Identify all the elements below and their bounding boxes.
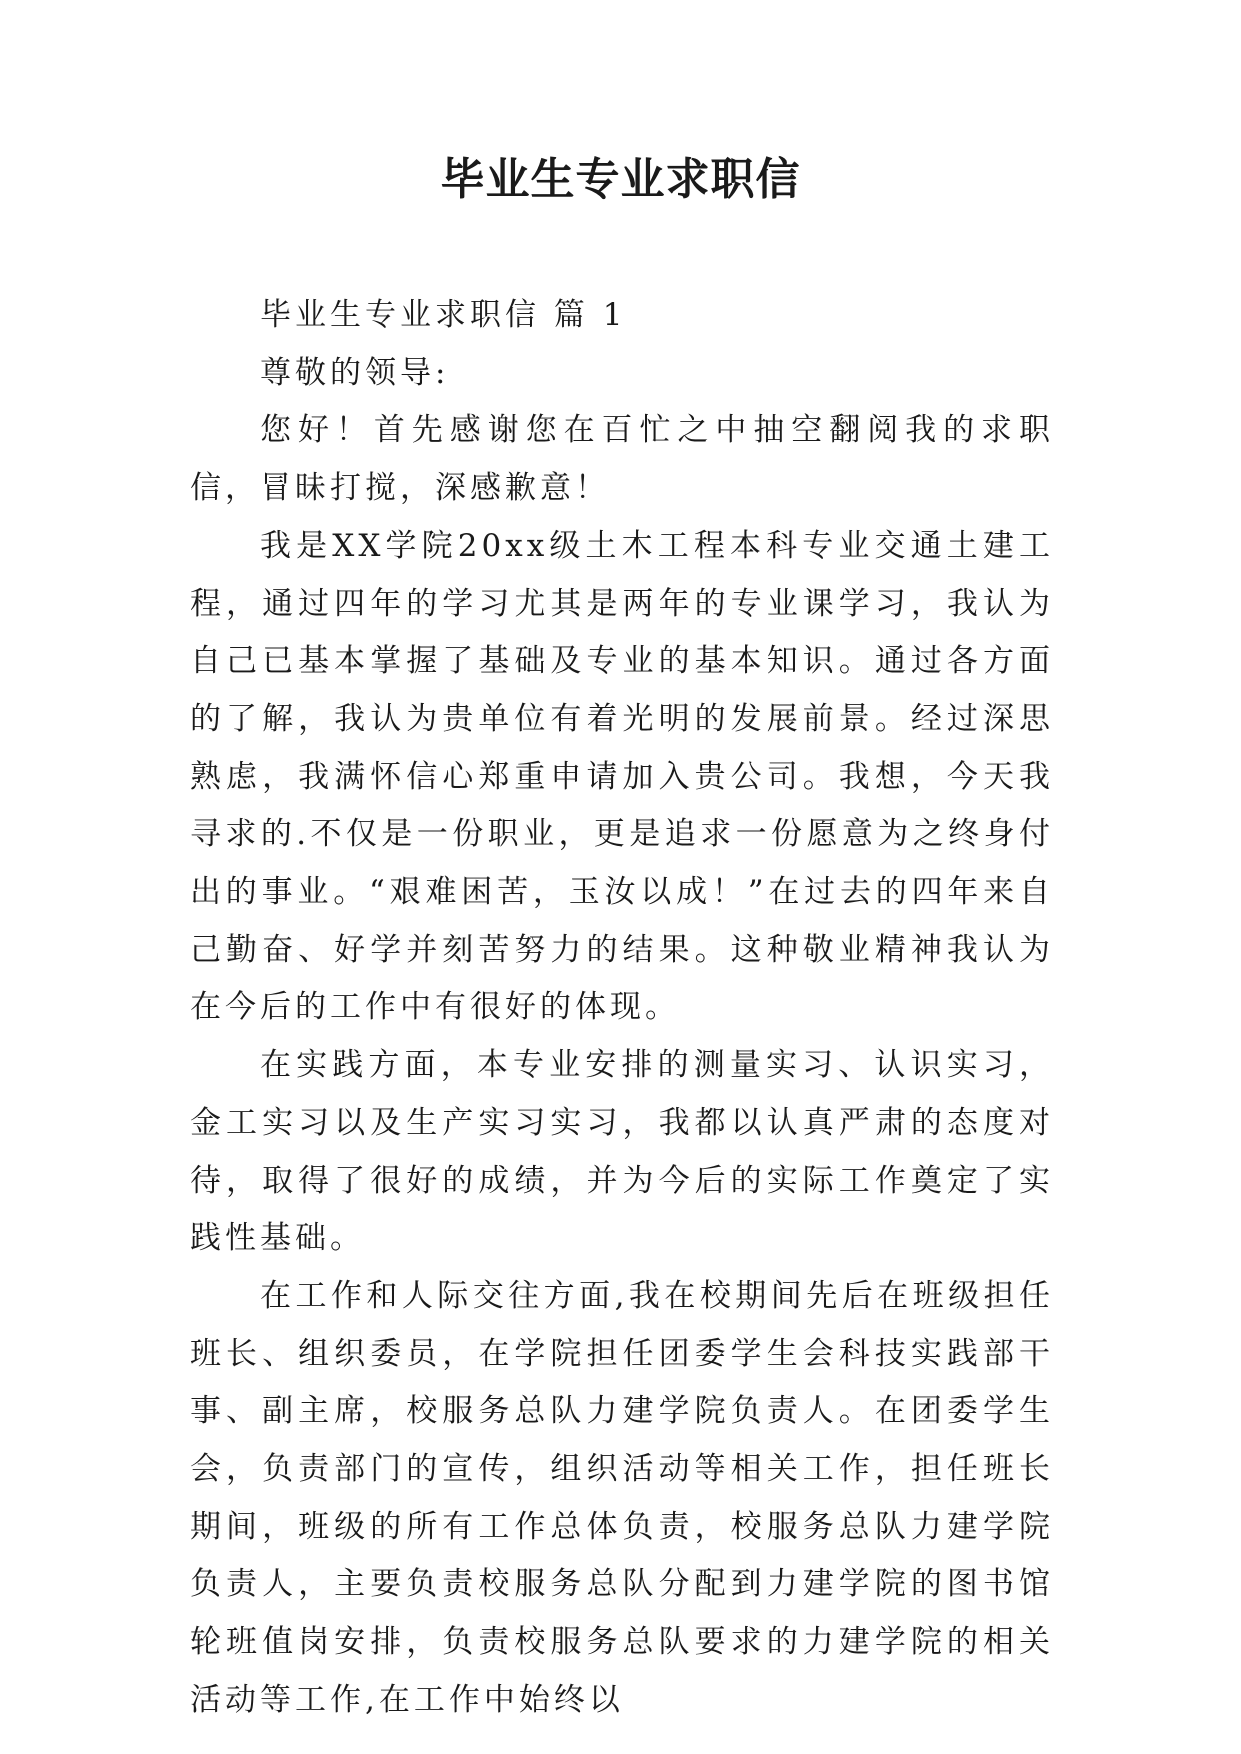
paragraph-work-experience: 在工作和人际交往方面,我在校期间先后在班级担任班长、组织委员，在学院担任团委学生会科技实践部干事、副主席，校服务总队力建学院负责人。在团委学生会，负责部门的宣传，组织活动等相关工作，担任班长期间，班级的所有工作总体负责，校服务总队力建学院负责人，主要负责校服务总队分配到力建学院的图书馆轮班值岗安排，负责校服务总队要求的力建学院的相关活动等工作,在工作中始终以	[190, 1277, 1054, 1718]
paragraph-greeting: 您好！首先感谢您在百忙之中抽空翻阅我的求职信，冒昧打搅，深感歉意！	[190, 412, 1054, 507]
salutation: 尊敬的领导:	[260, 354, 450, 391]
paragraph-introduction: 我是XX学院20xx级土木工程本科专业交通土建工程，通过四年的学习尤其是两年的专业课学习，我认为自己已基本掌握了基础及专业的基本知识。通过各方面的了解，我认为贵单位有着光明的发展前景。经过深思熟虑，我满怀信心郑重申请加入贵公司。我想，今天我寻求的.不仅是一份职业，更是追求一份愿意为之终身付出的事业。“艰难困苦，玉汝以成！”在过去的四年来自己勤奋、好学并刻苦努力的结果。这种敬业精神我认为在今后的工作中有很好的体现。	[190, 527, 1054, 1026]
document-title: 毕业生专业求职信	[440, 154, 801, 205]
section-heading: 毕业生专业求职信 篇 1	[260, 297, 627, 333]
document-body	[190, 287, 1054, 1730]
paragraph-practice: 在实践方面，本专业安排的测量实习、认识实习，金工实习以及生产实习实习，我都以认真严肃的态度对待，取得了很好的成绩，并为今后的实际工作奠定了实践性基础。	[190, 1047, 1054, 1257]
